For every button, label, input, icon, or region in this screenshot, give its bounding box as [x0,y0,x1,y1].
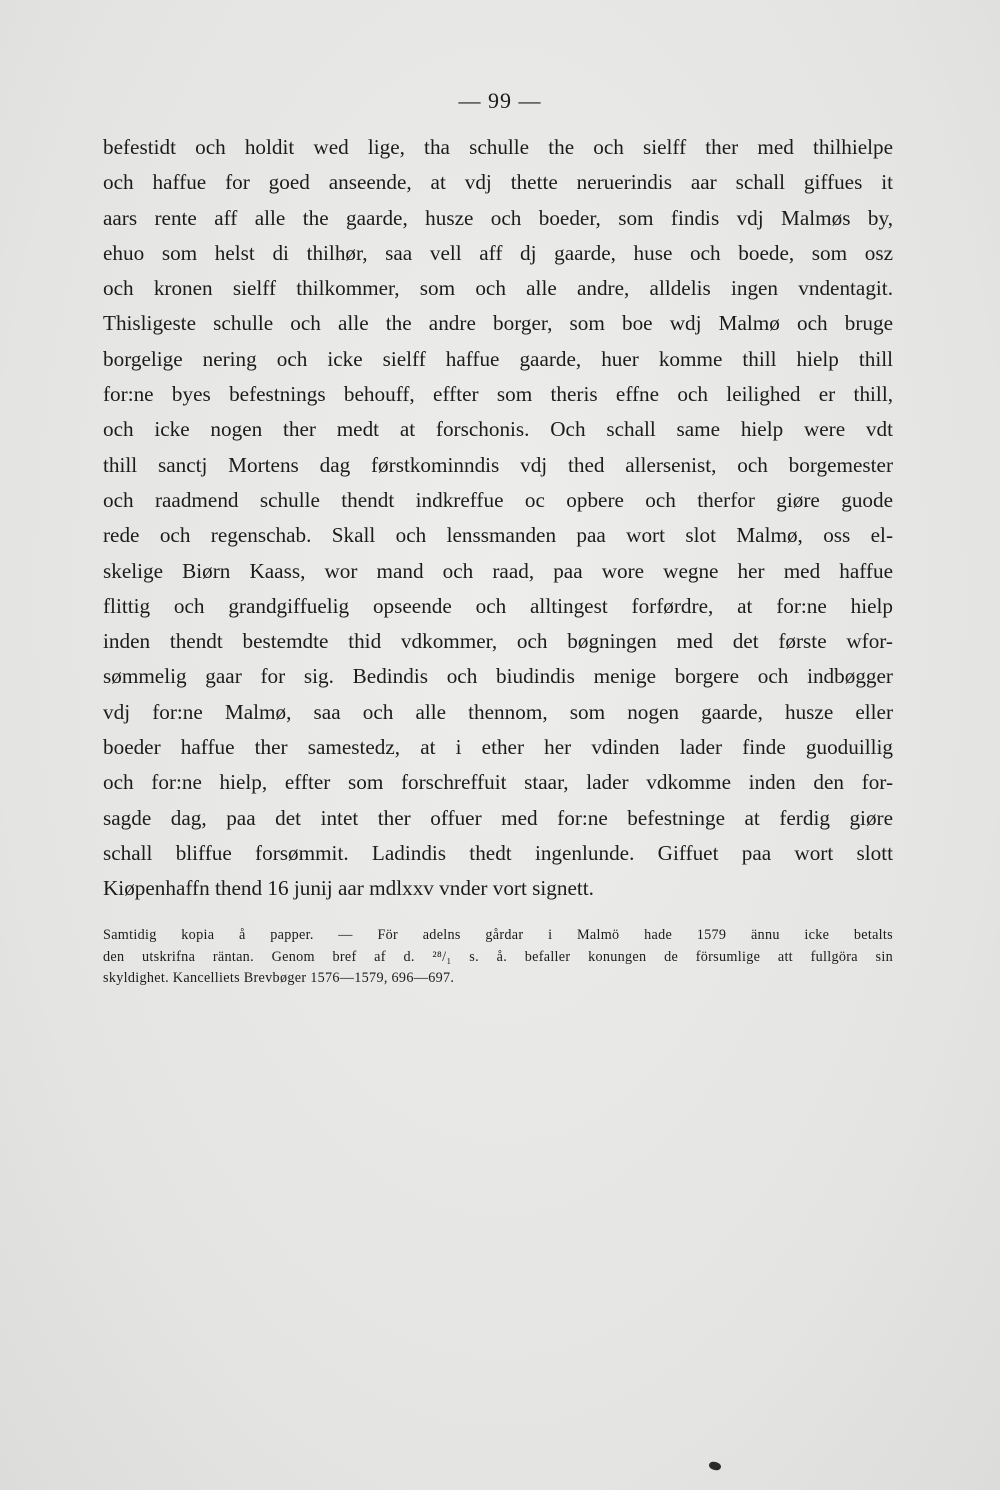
text-line: inden thendt bestemdte thid vdkommer, och bøgningen med det første wfor- [103,629,893,654]
footnote [103,925,893,990]
text-line: och icke nogen ther medt at forschonis. Och schall same hielp were vdt [103,417,893,442]
text-line: boeder haffue ther samestedz, at i ether her vdinden lader finde guoduillig [103,735,893,760]
footnote-line: skyldighet. Kancelliets Brevbøger 1576—1579, 696—697. [103,970,455,986]
text-line: och for:ne hielp, effter som forschreffuit staar, lader vdkomme inden den for- [103,770,893,795]
text-line: rede och regenschab. Skall och lenssmanden paa wort slot Malmø, oss el- [103,523,893,548]
footnote-line: den utskrifna räntan. Genom bref af d. ²⁸/₁ s. å. befaller konungen de försumlige att fullgöra sin [103,948,893,965]
footnote-line: Samtidig kopia å papper. — För adelns gårdar i Malmö hade 1579 ännu icke betalts [103,927,893,943]
text-line: skelige Biørn Kaass, wor mand och raad, paa wore wegne her med haffue [103,558,893,583]
text-line: schall bliffue forsømmit. Ladindis thedt ingenlunde. Giffuet paa wort slott [103,840,893,865]
text-line: vdj for:ne Malmø, saa och alle thennom, som nogen gaarde, husze eller [103,699,893,724]
text-line: och kronen sielff thilkommer, som och alle andre, alldelis ingen vndentagit. [103,276,893,301]
text-line: Thisligeste schulle och alle the andre borger, som boe wdj Malmø och bruge [103,311,893,336]
text-line: for:ne byes befestnings behouff, effter som theris effne och leilighed er thill, [103,382,893,407]
text-line: befestidt och holdit wed lige, tha schulle the och sielff ther med thilhielpe [103,135,893,159]
page-number: — 99 — [458,88,542,113]
text-line: sømmelig gaar for sig. Bedindis och biudindis menige borgere och indbøgger [103,664,893,689]
text-line: och haffue for goed anseende, at vdj thette neruerindis aar schall giffues it [103,170,893,195]
text-line: aars rente aff alle the gaarde, husze och boeder, som findis vdj Malmøs by, [103,205,893,230]
text-line: ehuo som helst di thilhør, saa vell aff dj gaarde, huse och boede, som osz [103,240,893,265]
text-line: Kiøpenhaffn thend 16 junij aar mdlxxv vnder vort signett. [103,876,594,901]
text-line: borgelige nering och icke sielff haffue gaarde, huer komme thill hielp thill [103,346,893,371]
text-line: flittig och grandgiffuelig opseende och alltingest forførdre, at for:ne hielp [103,593,893,618]
text-line: sagde dag, paa det intet ther offuer med for:ne befestninge at ferdig giøre [103,805,893,830]
text-line: thill sanctj Mortens dag førstkominndis vdj thed allersenist, och borgemester [103,452,893,477]
ink-smudge [708,1460,722,1472]
text-line: och raadmend schulle thendt indkreffue oc opbere och therfor giøre guode [103,487,893,512]
main-text [103,130,893,907]
